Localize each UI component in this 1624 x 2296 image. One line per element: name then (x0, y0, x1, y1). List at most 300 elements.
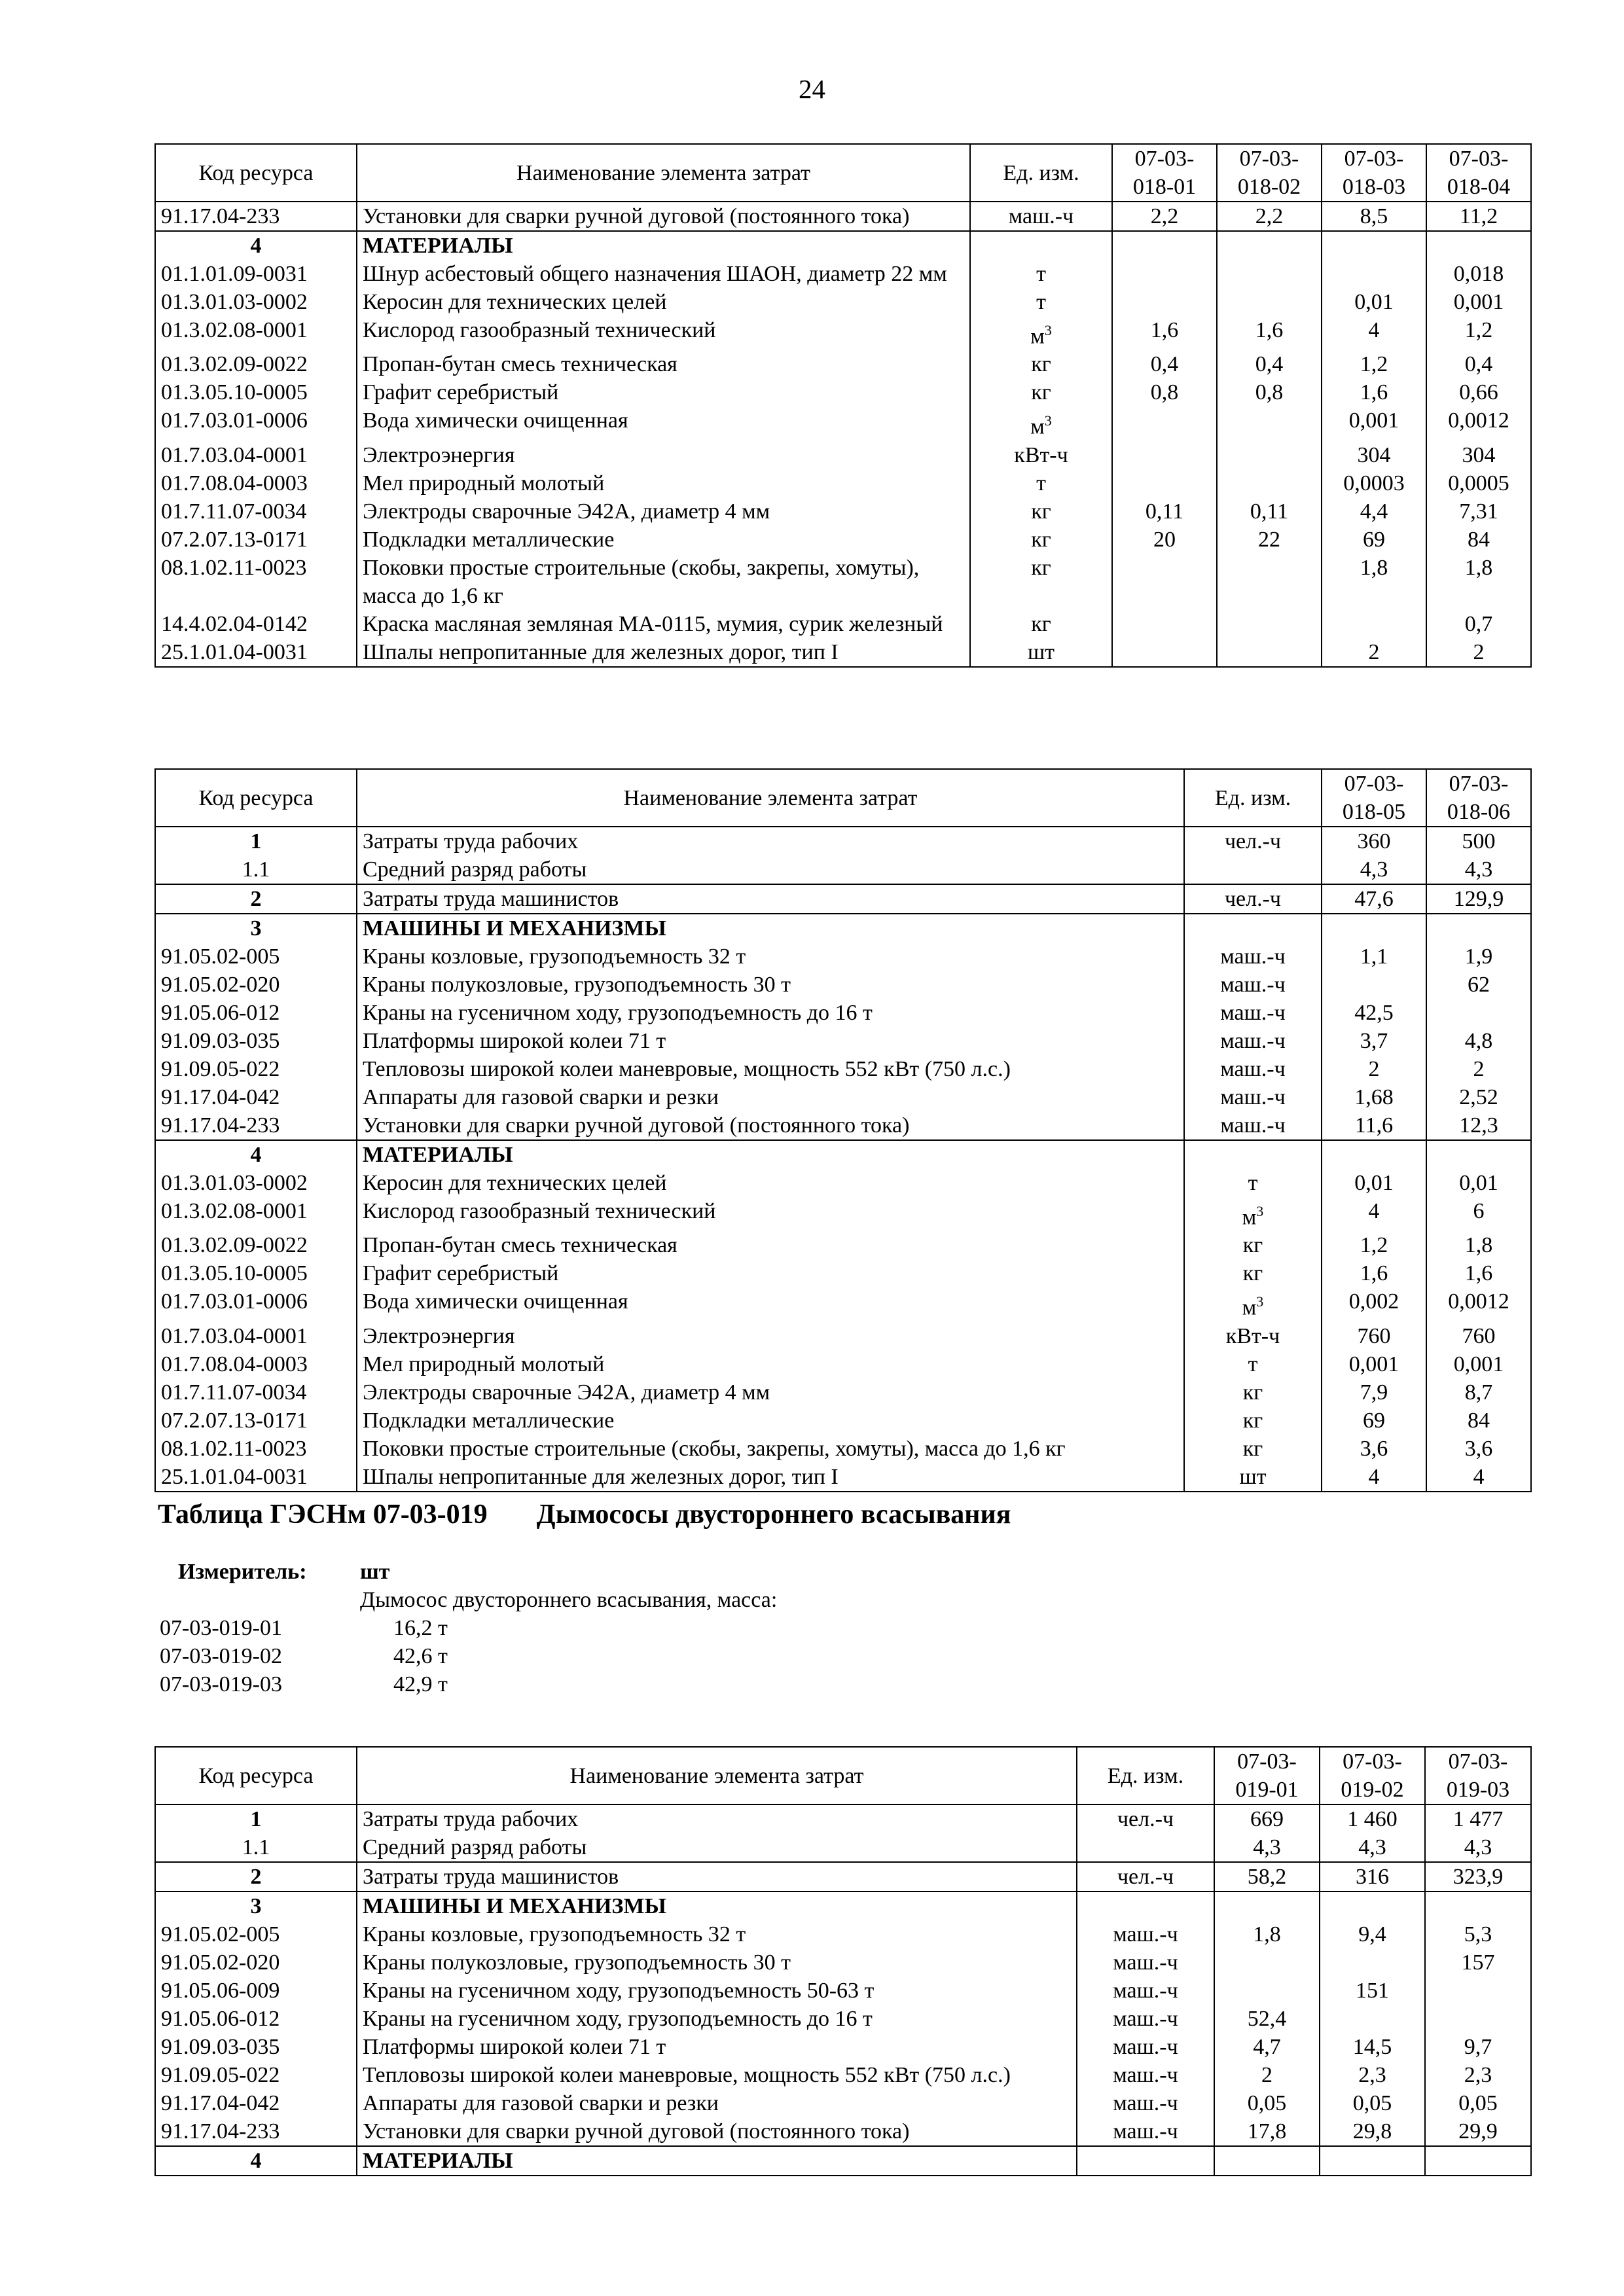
unit-text: кг (1031, 352, 1051, 377)
value-cell (1217, 469, 1322, 497)
unit-text: шт (1027, 639, 1055, 664)
table-row (155, 827, 1531, 855)
value-cell: 0,001 (1322, 406, 1426, 440)
value-cell: 500 (1426, 827, 1531, 855)
table-row (155, 999, 1531, 1027)
resource-name: Шпалы непропитанные для железных дорог, тип I (357, 1463, 1184, 1492)
resource-name: Краны козловые, грузоподъемность 32 т (357, 942, 1184, 971)
resource-code: 01.1.01.09-0031 (155, 260, 357, 288)
value-cell: 1,6 (1322, 378, 1426, 406)
unit-cell (1077, 2033, 1214, 2061)
value-cell: 42,5 (1322, 999, 1426, 1027)
resource-code: 01.3.05.10-0005 (155, 1259, 357, 1287)
value-cell: 1 460 (1320, 1804, 1425, 1833)
unit-text: кг (1242, 1380, 1263, 1405)
table-row (155, 1027, 1531, 1055)
value-cell: 0,8 (1112, 378, 1217, 406)
value-cell: 1,8 (1214, 1920, 1320, 1948)
table-row (155, 1169, 1531, 1197)
resource-code: 91.05.02-005 (155, 1920, 357, 1948)
table-row (155, 1892, 1531, 1920)
value-cell: 52,4 (1214, 2005, 1320, 2033)
header-code: Код ресурса (155, 769, 357, 827)
resource-name: Мел природный молотый (357, 469, 970, 497)
resource-code: 25.1.01.04-0031 (155, 638, 357, 667)
unit-cell (970, 288, 1112, 316)
value-cell: 4,8 (1426, 1027, 1531, 1055)
resource-name: Аппараты для газовой сварки и резки (357, 1083, 1184, 1111)
value-cell: 1,9 (1426, 942, 1531, 971)
value-cell: 3,6 (1322, 1435, 1426, 1463)
header-unit: Ед. изм. (1077, 1747, 1214, 1804)
unit-text: кг (1031, 499, 1051, 524)
page-number: 24 (799, 74, 825, 104)
unit-superscript: 3 (1256, 1293, 1264, 1310)
unit-text: маш.-ч (1008, 204, 1074, 228)
value-cell: 1,6 (1217, 316, 1322, 350)
value-cell: 1,8 (1426, 1231, 1531, 1259)
unit-cell (1077, 2089, 1214, 2117)
header-row (155, 769, 1531, 827)
value-cell: 9,4 (1320, 1920, 1425, 1948)
value-cell: 1,1 (1322, 942, 1426, 971)
value-cell: 11,2 (1426, 202, 1531, 231)
unit-text: маш.-ч (1220, 973, 1286, 997)
resource-name: Краска масляная земляная МА-0115, мумия, сурик железный (357, 610, 970, 638)
table-row (155, 1833, 1531, 1862)
resource-code: 4 (155, 1140, 357, 1169)
value-cell: 0,4 (1112, 350, 1217, 378)
value-cell (1320, 2146, 1425, 2176)
value-cell: 7,9 (1322, 1378, 1426, 1407)
value-cell: 1,8 (1322, 554, 1426, 610)
value-cell: 1,68 (1322, 1083, 1426, 1111)
unit-cell (970, 469, 1112, 497)
unit-text: чел.-ч (1224, 887, 1282, 911)
unit-text: т (1036, 290, 1046, 314)
value-cell: 1,6 (1112, 316, 1217, 350)
table-row (155, 855, 1531, 884)
unit-text: чел.-ч (1117, 1807, 1174, 1831)
value-cell: 69 (1322, 1407, 1426, 1435)
value-cell: 4,3 (1214, 1833, 1320, 1862)
resource-code: 01.3.01.03-0002 (155, 288, 357, 316)
unit-cell (1184, 1111, 1322, 1140)
unit-cell (1077, 2117, 1214, 2146)
value-cell: 0,01 (1322, 288, 1426, 316)
value-cell: 0,0012 (1426, 1287, 1531, 1321)
value-cell: 4,3 (1322, 855, 1426, 884)
value-cell: 3,6 (1426, 1435, 1531, 1463)
resource-name: Электроэнергия (357, 441, 970, 469)
table-label: Таблица ГЭСНм 07-03-019 (158, 1499, 488, 1530)
value-cell: 151 (1320, 1977, 1425, 2005)
value-cell (1112, 260, 1217, 288)
resource-name: Установки для сварки ручной дуговой (постоянного тока) (357, 1111, 1184, 1140)
unit-superscript: 3 (1256, 1203, 1264, 1219)
unit-text: кг (1031, 527, 1051, 552)
value-cell: 0,001 (1322, 1350, 1426, 1378)
resource-code: 1.1 (155, 1833, 357, 1862)
resource-code: 01.3.02.09-0022 (155, 1231, 357, 1259)
value-cell: 2,3 (1425, 2061, 1531, 2089)
resource-name: Электроды сварочные Э42А, диаметр 4 мм (357, 497, 970, 526)
resource-table-018-part1 (154, 143, 1532, 668)
table-name: Дымососы двустороннего всасывания (536, 1499, 1011, 1530)
value-cell: 0,0005 (1426, 469, 1531, 497)
resource-name: Краны полукозловые, грузоподъемность 30 т (357, 971, 1184, 999)
resource-name: МАШИНЫ И МЕХАНИЗМЫ (357, 914, 1184, 942)
resource-code: 08.1.02.11-0023 (155, 554, 357, 610)
value-cell: 4,3 (1320, 1833, 1425, 1862)
value-cell: 84 (1426, 526, 1531, 554)
value-cell: 0,018 (1426, 260, 1531, 288)
unit-cell (970, 554, 1112, 610)
unit-cell (970, 260, 1112, 288)
unit-text: маш.-ч (1220, 1057, 1286, 1081)
table-row (155, 316, 1531, 350)
unit-superscript: 3 (1044, 322, 1052, 338)
value-cell: 2 (1214, 2061, 1320, 2089)
unit-text: кг (1242, 1261, 1263, 1286)
resource-name: МАТЕРИАЛЫ (357, 1140, 1184, 1169)
unit-cell (1184, 1231, 1322, 1259)
value-cell: 20 (1112, 526, 1217, 554)
resource-code: 1 (155, 1804, 357, 1833)
resource-code: 4 (155, 231, 357, 260)
value-cell (1425, 1977, 1531, 2005)
unit-cell (1077, 1892, 1214, 1920)
table-row (155, 2117, 1531, 2146)
value-cell: 1,6 (1426, 1259, 1531, 1287)
value-cell: 1 477 (1425, 1804, 1531, 1833)
resource-name: Тепловозы широкой колеи маневровые, мощность 552 кВт (750 л.с.) (357, 2061, 1077, 2089)
value-cell: 2 (1426, 1055, 1531, 1083)
resource-name: Электроды сварочные Э42А, диаметр 4 мм (357, 1378, 1184, 1407)
value-cell: 760 (1322, 1322, 1426, 1350)
value-cell: 0,01 (1426, 1169, 1531, 1197)
resource-name: Платформы широкой колеи 71 т (357, 2033, 1077, 2061)
header-unit: Ед. изм. (1184, 769, 1322, 827)
resource-code: 91.09.05-022 (155, 1055, 357, 1083)
resource-code: 01.3.02.08-0001 (155, 316, 357, 350)
table-row (155, 350, 1531, 378)
resource-name: Вода химически очищенная (357, 1287, 1184, 1321)
value-cell: 0,01 (1322, 1169, 1426, 1197)
resource-name: Краны козловые, грузоподъемность 32 т (357, 1920, 1077, 1948)
unit-text: маш.-ч (1220, 1113, 1286, 1138)
unit-cell (970, 406, 1112, 440)
unit-cell (1184, 1083, 1322, 1111)
resource-name: Тепловозы широкой колеи маневровые, мощность 552 кВт (750 л.с.) (357, 1055, 1184, 1083)
value-cell: 2,3 (1320, 2061, 1425, 2089)
table-row (155, 1197, 1531, 1231)
value-cell: 1,2 (1322, 350, 1426, 378)
resource-name: Краны на гусеничном ходу, грузоподъемность до 16 т (357, 999, 1184, 1027)
value-cell (1426, 999, 1531, 1027)
header-col: 07-03-018-05 (1322, 769, 1426, 827)
resource-code: 25.1.01.04-0031 (155, 1463, 357, 1492)
value-cell: 8,7 (1426, 1378, 1531, 1407)
resource-code: 91.09.03-035 (155, 1027, 357, 1055)
resource-code: 01.7.08.04-0003 (155, 1350, 357, 1378)
unit-cell (1184, 1027, 1322, 1055)
value-cell: 360 (1322, 827, 1426, 855)
table-row (155, 971, 1531, 999)
value-cell: 0,05 (1214, 2089, 1320, 2117)
table-row (155, 1140, 1531, 1169)
unit-cell (970, 610, 1112, 638)
table-row (155, 469, 1531, 497)
table-row (155, 1350, 1531, 1378)
value-cell (1322, 260, 1426, 288)
resource-code: 14.4.02.04-0142 (155, 610, 357, 638)
resource-name: Пропан-бутан смесь техническая (357, 1231, 1184, 1259)
table-row (155, 1948, 1531, 1977)
value-cell: 0,05 (1425, 2089, 1531, 2117)
unit-cell (1184, 1463, 1322, 1492)
resource-code: 01.3.02.08-0001 (155, 1197, 357, 1231)
resource-code: 91.09.03-035 (155, 2033, 357, 2061)
value-cell (1112, 288, 1217, 316)
unit-cell (1184, 1169, 1322, 1197)
unit-cell (970, 316, 1112, 350)
unit-cell (1184, 1197, 1322, 1231)
resource-code: 91.05.06-012 (155, 2005, 357, 2033)
table-row (155, 288, 1531, 316)
value-cell: 62 (1426, 971, 1531, 999)
resource-name: Электроэнергия (357, 1322, 1184, 1350)
header-col: 07-03-018-03 (1322, 144, 1426, 202)
unit-cell (1077, 1804, 1214, 1833)
resource-code: 01.7.11.07-0034 (155, 1378, 357, 1407)
value-cell: 2,52 (1426, 1083, 1531, 1111)
resource-code: 4 (155, 2146, 357, 2176)
unit-cell (1077, 2146, 1214, 2176)
value-cell: 11,6 (1322, 1111, 1426, 1140)
value-cell (1217, 554, 1322, 610)
value-cell: 304 (1426, 441, 1531, 469)
resource-code: 91.05.06-012 (155, 999, 357, 1027)
resource-name: Шпалы непропитанные для железных дорог, тип I (357, 638, 970, 667)
value-cell: 4 (1426, 1463, 1531, 1492)
table-row (155, 1287, 1531, 1321)
resource-code: 91.17.04-233 (155, 1111, 357, 1140)
table-row (155, 1977, 1531, 2005)
unit-cell (1077, 1948, 1214, 1977)
value-cell: 17,8 (1214, 2117, 1320, 2146)
resource-name: Шнур асбестовый общего назначения ШАОН, диаметр 22 мм (357, 260, 970, 288)
resource-code: 07.2.07.13-0171 (155, 526, 357, 554)
resource-name: Затраты труда машинистов (357, 884, 1184, 914)
unit-cell (1184, 1055, 1322, 1083)
measure-unit: шт (360, 1560, 390, 1584)
table-row (155, 2005, 1531, 2033)
value-cell: 58,2 (1214, 1862, 1320, 1892)
resource-name: Краны на гусеничном ходу, грузоподъемность до 16 т (357, 2005, 1077, 2033)
resource-name: Установки для сварки ручной дуговой (постоянного тока) (357, 202, 970, 231)
resource-name: Средний разряд работы (357, 855, 1184, 884)
table-row (155, 914, 1531, 942)
value-cell: 0,11 (1112, 497, 1217, 526)
unit-text: м (1030, 414, 1045, 439)
value-cell: 5,3 (1425, 1920, 1531, 1948)
resource-table-019 (154, 1746, 1532, 2176)
value-cell: 0,8 (1217, 378, 1322, 406)
header-name: Наименование элемента затрат (357, 1747, 1077, 1804)
table-row (155, 231, 1531, 260)
unit-cell (970, 202, 1112, 231)
resource-name: МАШИНЫ И МЕХАНИЗМЫ (357, 1892, 1077, 1920)
resource-code: 01.7.03.01-0006 (155, 1287, 357, 1321)
resource-code: 91.17.04-233 (155, 202, 357, 231)
table-row (155, 1407, 1531, 1435)
value-cell (1217, 288, 1322, 316)
value-cell (1112, 469, 1217, 497)
unit-text: кВт-ч (1225, 1323, 1280, 1348)
resource-name: Кислород газообразный технический (357, 316, 970, 350)
value-cell (1217, 441, 1322, 469)
resource-name: Кислород газообразный технический (357, 1197, 1184, 1231)
table-row (155, 2061, 1531, 2089)
value-cell: 8,5 (1322, 202, 1426, 231)
table-row (155, 1055, 1531, 1083)
unit-cell (1184, 1435, 1322, 1463)
resource-code: 01.7.03.01-0006 (155, 406, 357, 440)
header-col: 07-03-019-01 (1214, 1747, 1320, 1804)
resource-name: Краны полукозловые, грузоподъемность 30 т (357, 1948, 1077, 1977)
value-cell: 1,8 (1426, 554, 1531, 610)
unit-text: маш.-ч (1113, 2091, 1178, 2115)
unit-cell (970, 231, 1112, 260)
table-row (155, 1463, 1531, 1492)
resource-name: Платформы широкой колеи 71 т (357, 1027, 1184, 1055)
unit-text: кг (1242, 1233, 1263, 1258)
value-cell (1214, 1948, 1320, 1977)
value-cell (1217, 260, 1322, 288)
table-row (155, 1111, 1531, 1140)
unit-text: м (1030, 324, 1045, 349)
value-cell: 157 (1425, 1948, 1531, 1977)
table-row (155, 260, 1531, 288)
unit-text: маш.-ч (1113, 2119, 1178, 2144)
value-cell: 2,2 (1217, 202, 1322, 231)
table-row (155, 1435, 1531, 1463)
value-cell (1320, 1892, 1425, 1920)
resource-code: 1.1 (155, 855, 357, 884)
unit-text: м (1242, 1205, 1257, 1230)
resource-name: МАТЕРИАЛЫ (357, 2146, 1077, 2176)
unit-text: чел.-ч (1117, 1865, 1174, 1889)
resource-code: 3 (155, 1892, 357, 1920)
unit-cell (1184, 1378, 1322, 1407)
header-code: Код ресурса (155, 144, 357, 202)
resource-code: 91.05.02-020 (155, 971, 357, 999)
header-col: 07-03-019-03 (1425, 1747, 1531, 1804)
value-cell: 0,0012 (1426, 406, 1531, 440)
value-cell (1322, 610, 1426, 638)
value-cell (1112, 231, 1217, 260)
value-cell (1112, 638, 1217, 667)
table-row (155, 378, 1531, 406)
resource-name: Керосин для технических целей (357, 1169, 1184, 1197)
value-cell: 0,001 (1426, 288, 1531, 316)
value-cell (1217, 406, 1322, 440)
unit-cell (1184, 884, 1322, 914)
value-cell (1217, 638, 1322, 667)
resource-name: Затраты труда рабочих (357, 1804, 1077, 1833)
unit-cell (1184, 1140, 1322, 1169)
unit-text: кг (1242, 1436, 1263, 1461)
value-cell (1425, 2005, 1531, 2033)
resource-code: 01.3.01.03-0002 (155, 1169, 357, 1197)
measure-code: 07-03-019-03 (160, 1672, 282, 1696)
value-cell (1214, 2146, 1320, 2176)
resource-code: 91.05.06-009 (155, 1977, 357, 2005)
header-col: 07-03-018-06 (1426, 769, 1531, 827)
resource-name: Затраты труда рабочих (357, 827, 1184, 855)
value-cell: 4 (1322, 316, 1426, 350)
value-cell (1112, 610, 1217, 638)
resource-code: 01.3.02.09-0022 (155, 350, 357, 378)
table-row (155, 202, 1531, 231)
resource-code: 91.17.04-233 (155, 2117, 357, 2146)
value-cell: 0,05 (1320, 2089, 1425, 2117)
header-row (155, 1747, 1531, 1804)
value-cell: 4,4 (1322, 497, 1426, 526)
unit-cell (1077, 1833, 1214, 1862)
unit-cell (1184, 914, 1322, 942)
resource-code: 91.05.02-005 (155, 942, 357, 971)
unit-text: кг (1031, 555, 1051, 580)
resource-name: Поковки простые строительные (скобы, закрепы, хомуты), масса до 1,6 кг (357, 1435, 1184, 1463)
table-row (155, 1083, 1531, 1111)
table-row (155, 1920, 1531, 1948)
table-row (155, 2033, 1531, 2061)
value-cell: 4,3 (1426, 855, 1531, 884)
header-col: 07-03-019-02 (1320, 1747, 1425, 1804)
unit-text: кг (1031, 380, 1051, 405)
unit-cell (1077, 2061, 1214, 2089)
unit-text: шт (1239, 1464, 1267, 1489)
unit-text: маш.-ч (1113, 2007, 1178, 2031)
value-cell (1217, 231, 1322, 260)
resource-name: Аппараты для газовой сварки и резки (357, 2089, 1077, 2117)
value-cell: 304 (1322, 441, 1426, 469)
unit-cell (1184, 999, 1322, 1027)
value-cell (1322, 231, 1426, 260)
value-cell: 2 (1322, 1055, 1426, 1083)
resource-name: Подкладки металлические (357, 526, 970, 554)
value-cell: 0,002 (1322, 1287, 1426, 1321)
value-cell: 2 (1426, 638, 1531, 667)
unit-text: маш.-ч (1113, 1922, 1178, 1946)
table-row (155, 441, 1531, 469)
measure-code: 07-03-019-01 (160, 1616, 282, 1640)
value-cell: 0,11 (1217, 497, 1322, 526)
table-row (155, 526, 1531, 554)
value-cell (1426, 914, 1531, 942)
table-row (155, 406, 1531, 440)
unit-cell (1077, 1862, 1214, 1892)
table-title (158, 1499, 1011, 1530)
resource-code: 01.7.03.04-0001 (155, 1322, 357, 1350)
measure-label: Измеритель: (178, 1560, 307, 1584)
measure-code: 07-03-019-02 (160, 1644, 282, 1668)
value-cell: 669 (1214, 1804, 1320, 1833)
value-cell (1214, 1892, 1320, 1920)
header-col: 07-03-018-01 (1112, 144, 1217, 202)
